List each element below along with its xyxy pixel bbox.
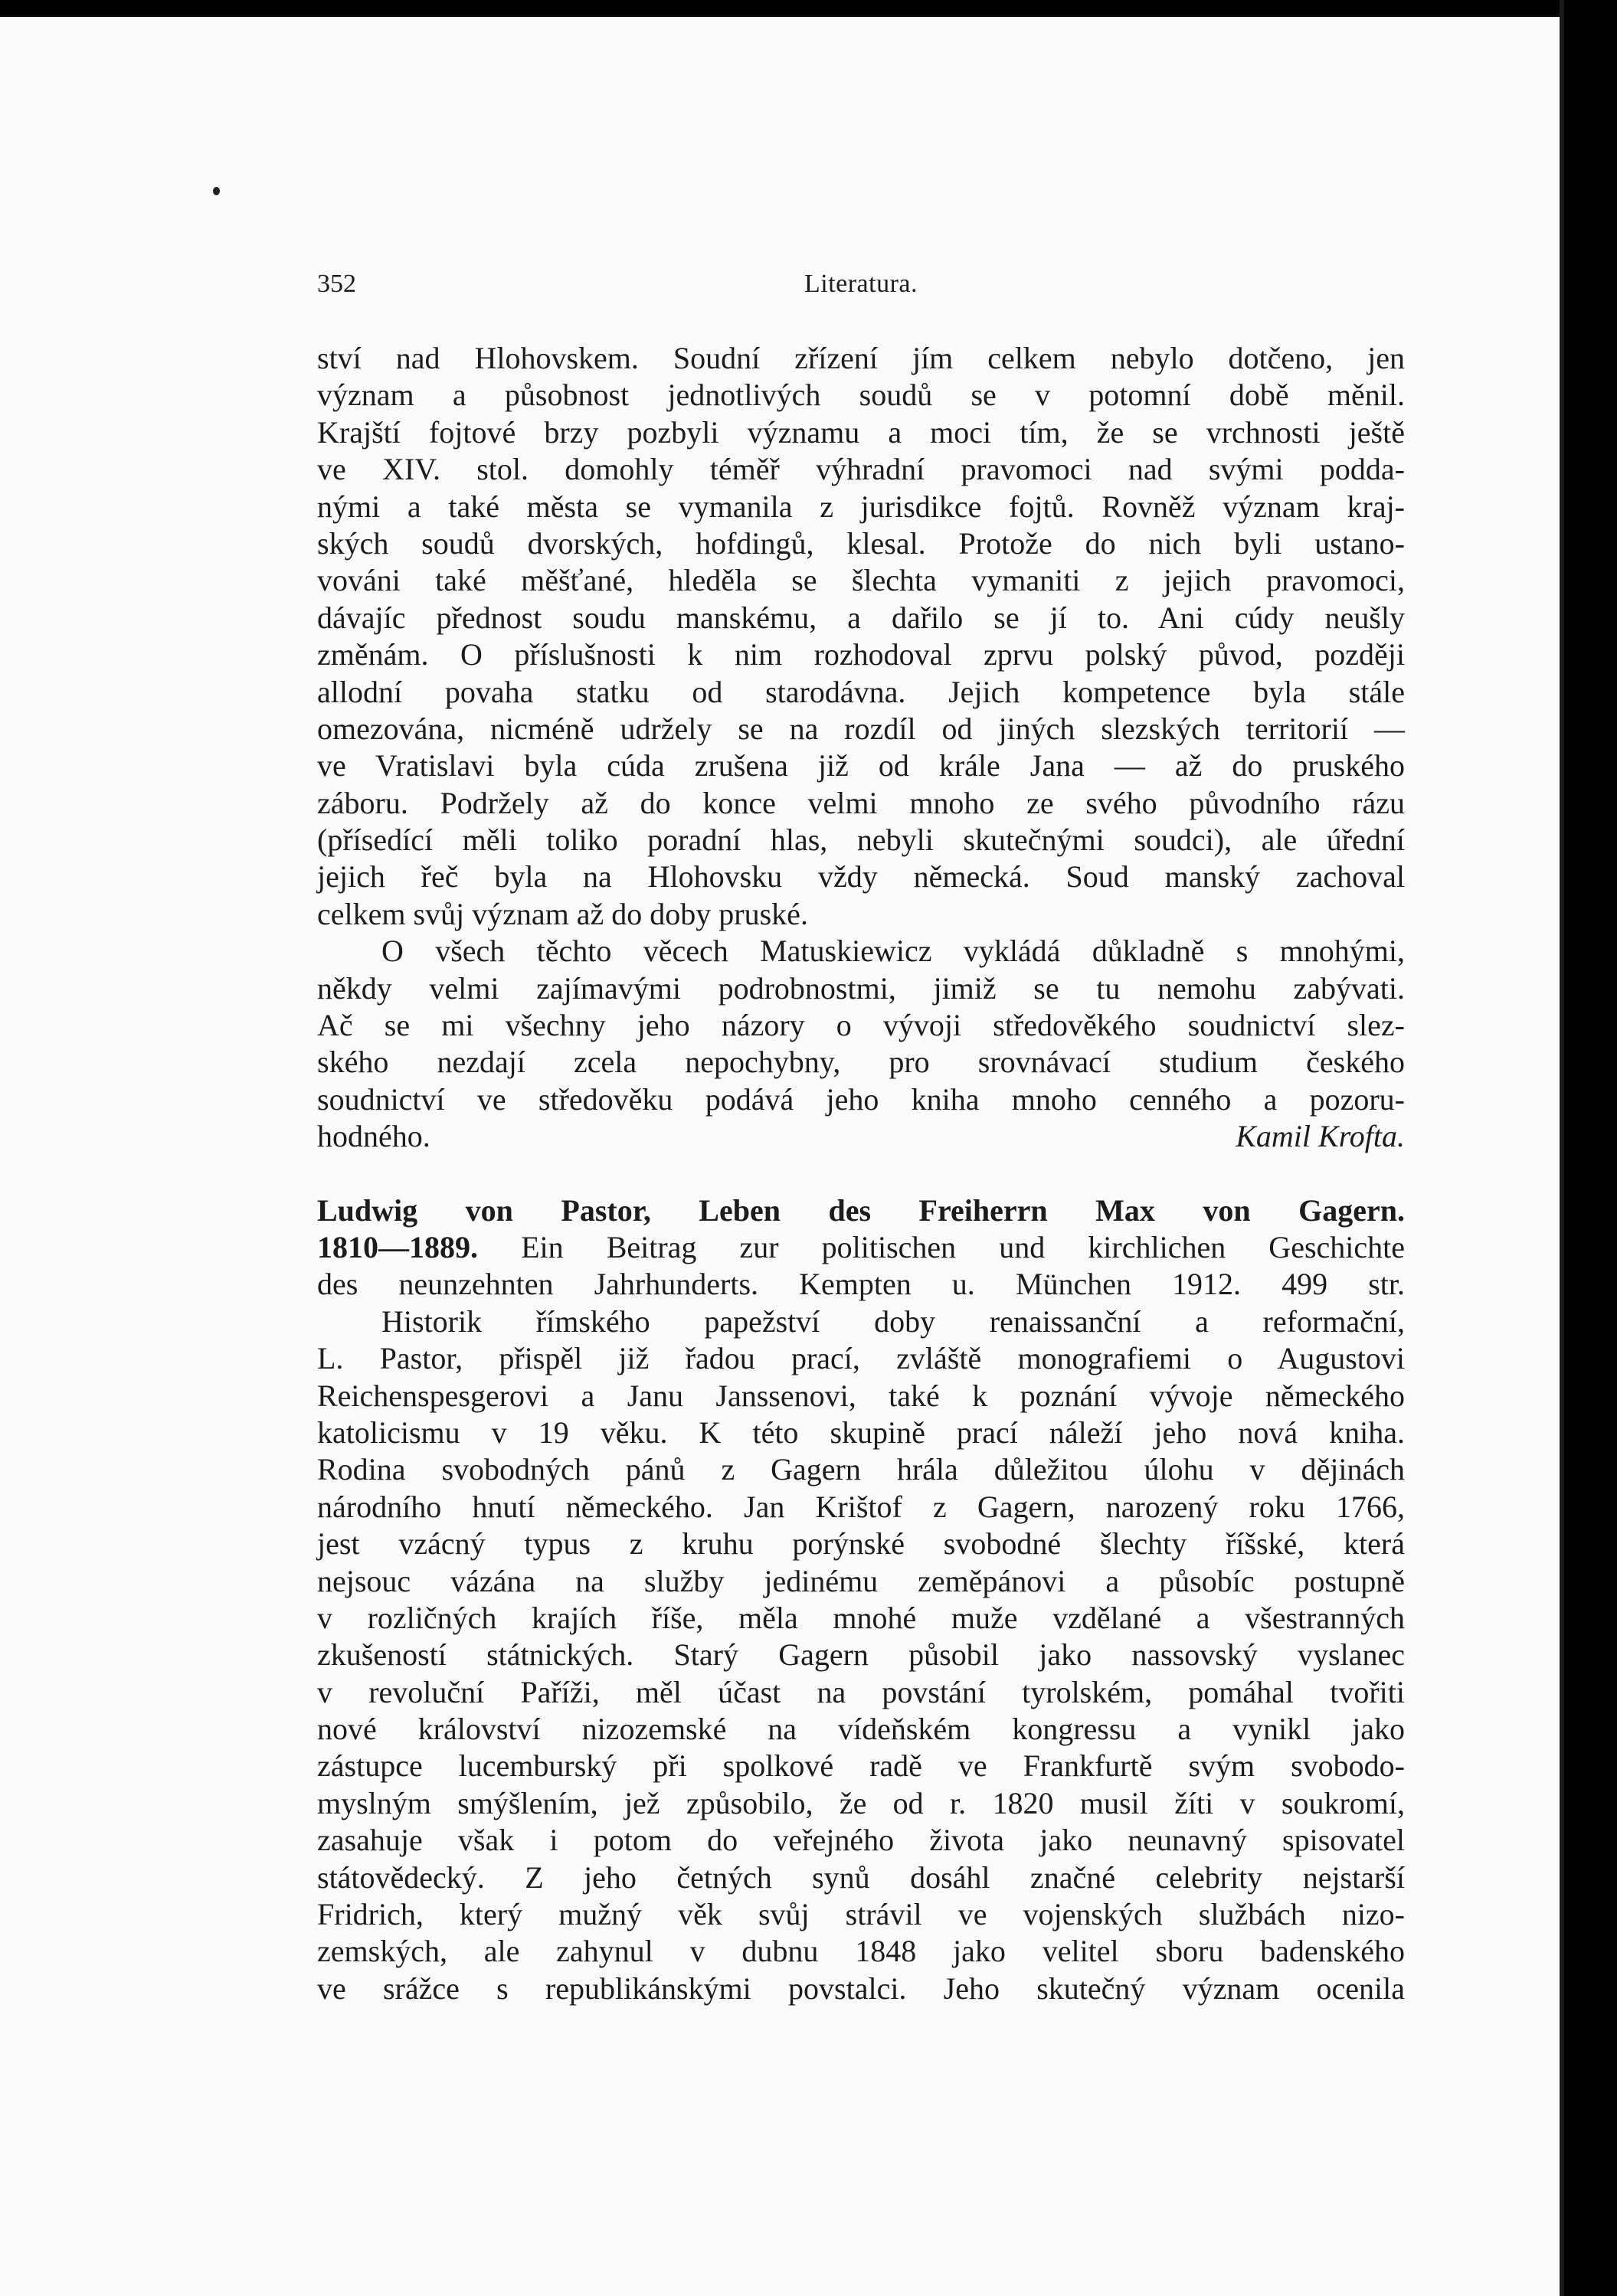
text-line: ství nad Hlohovskem. Soudní zřízení jím celkem nebylo dotčeno, jen (317, 341, 1405, 375)
text-line: národního hnutí německého. Jan Krištof z Gagern, narozený roku 1766, (317, 1489, 1405, 1524)
closing-word: hodného. (317, 1119, 430, 1154)
review-title-years: 1810—1889. (317, 1229, 478, 1264)
review-title-subtitle: Ein Beitrag zur politischen und kirchlichen Geschichte (478, 1229, 1405, 1264)
text-line: zemských, ale zahynul v dubnu 1848 jako velitel sboru badenského (317, 1934, 1405, 1969)
text-line: jejich řeč byla na Hlohovsku vždy německá. Soud manský zachoval (317, 859, 1405, 895)
review-2 (317, 1192, 1405, 2008)
text-line: v rozličných krajích říše, měla mnohé muže vzdělané a všestranných (317, 1600, 1405, 1635)
text-line: změnám. O příslušnosti k nim rozhodoval zprvu polský původ, později (317, 637, 1405, 672)
text-line: allodní povaha statku od starodávna. Jejich kompetence byla stále (317, 674, 1405, 709)
text-line: L. Pastor, přispěl již řadou prací, zvláště monografiemi o Augustovi (317, 1341, 1405, 1376)
scan-edge-line (1560, 0, 1564, 2296)
page-header (317, 270, 1405, 308)
text-line: dávajíc přednost soudu manskému, a dařilo se jí to. Ani cúdy neušly (317, 600, 1405, 635)
text-line: omezována, nicméně udržely se na rozdíl od jiných slezských territorií — (317, 711, 1405, 746)
review-1 (317, 340, 1405, 1156)
text-line: ve Vratislavi byla cúda zrušena již od krále Jana — až do pruského (317, 748, 1405, 783)
text-line: jest vzácný typus z kruhu porýnské svobodné šlechty říšské, která (317, 1526, 1405, 1562)
text-line: celkem svůj význam až do doby pruské. (317, 896, 808, 931)
text-line: někdy velmi zajímavými podrobnostmi, jimiž se tu nemohu zabývati. (317, 970, 1405, 1006)
text-line: zasahuje však i potom do veřejného života jako neunavný spisovatel (317, 1823, 1405, 1858)
author-signature: Kamil Krofta. (1236, 1119, 1405, 1154)
text-line: státovědecký. Z jeho četných synů dosáhl značné celebrity nejstarší (317, 1859, 1405, 1895)
book-page (0, 17, 1563, 2296)
ink-speck (213, 187, 220, 195)
text-line: Historik římského papežství doby renaissanční a reformační, (381, 1303, 1405, 1339)
running-title: Literatura. (804, 270, 918, 298)
text-line: nejsouc vázána na služby jedinému zeměpánovi a působíc postupně (317, 1563, 1405, 1598)
text-line: ve srážce s republikánskými povstalci. Jeho skutečný význam ocenila (317, 1971, 1405, 2006)
text-line: Krajští fojtové brzy pozbyli významu a moci tím, že se vrchnosti ještě (317, 414, 1405, 450)
text-line: zástupce lucemburský při spolkové radě ve Frankfurtě svým svobodo- (317, 1748, 1405, 1784)
text-line: Ač se mi všechny jeho názory o vývoji středověkého soudnictví slez- (317, 1008, 1405, 1043)
text-line: (přísedící měli toliko poradní hlas, nebyli skutečnými soudci), ale úřední (317, 823, 1405, 858)
text-line: význam a působnost jednotlivých soudů se v potomní době měnil. (317, 378, 1405, 413)
text-line: O všech těchto věcech Matuskiewicz vykládá důkladně s mnohými, (381, 934, 1405, 969)
text-line: Reichenspesgerovi a Janu Janssenovi, také k poznání vývoje německého (317, 1378, 1405, 1413)
review-title: Ludwig von Pastor, Leben des Freiherrn Max von Gagern. (317, 1192, 1405, 1228)
text-line: ských soudů dvorských, hofdingů, klesal. Protože do nich byli ustano- (317, 525, 1405, 561)
text-line: myslným smýšlením, jež způsobilo, že od r. 1820 musil žíti v soukromí, (317, 1785, 1405, 1820)
text-line: ve XIV. stol. domohly téměř výhradní pravomoci nad svými podda- (317, 452, 1405, 487)
text-line: vováni také měšťané, hleděla se šlechta vymaniti z jejich pravomoci, (317, 563, 1405, 598)
review-title-line-3: des neunzehnten Jahrhunderts. Kempten u. München 1912. 499 str. (317, 1267, 1405, 1302)
body-text (317, 340, 1405, 2007)
closing-line (317, 1118, 1405, 1155)
text-line: nové království nizozemské na vídeňském kongressu a vynikl jako (317, 1712, 1405, 1747)
text-line: ského nezdají zcela nepochybny, pro srovnávací studium českého (317, 1045, 1405, 1080)
page-number: 352 (317, 270, 356, 298)
text-line: Rodina svobodných pánů z Gagern hrála důležitou úlohu v dějinách (317, 1452, 1405, 1487)
text-line: v revoluční Paříži, měl účast na povstání tyrolském, pomáhal tvořiti (317, 1674, 1405, 1709)
section-gap (317, 1156, 1405, 1192)
text-line: záboru. Podržely až do konce velmi mnoho ze svého původního rázu (317, 785, 1405, 820)
text-line: zkušeností státnických. Starý Gagern působil jako nassovský vyslanec (317, 1637, 1405, 1673)
text-line: nými a také města se vymanila z jurisdikce fojtů. Rovněž význam kraj- (317, 489, 1405, 524)
text-line: katolicismu v 19 věku. K této skupině prací náleží jeho nová kniha. (317, 1415, 1405, 1450)
text-line: soudnictví ve středověku podává jeho kniha mnoho cenného a pozoru- (317, 1081, 1405, 1117)
text-line: Fridrich, který mužný věk svůj strávil ve vojenských službách nizo- (317, 1897, 1405, 1932)
review-title-line-2 (317, 1229, 1405, 1266)
